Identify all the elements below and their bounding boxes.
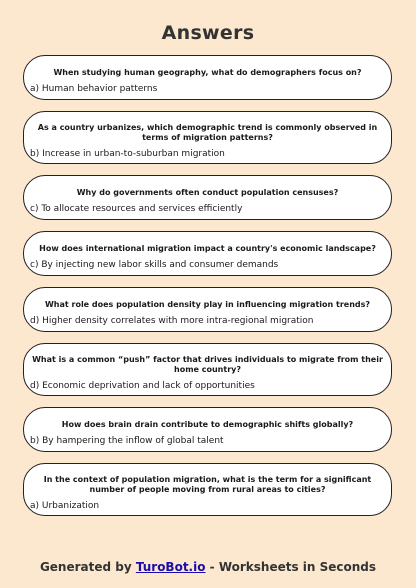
answer-text: a) Human behavior patterns [30,84,158,94]
answer-card [23,55,392,100]
answer-text: c) By injecting new labor skills and consumer demands [30,260,279,270]
turobot-link[interactable]: TuroBot.io [135,560,206,574]
question-text: Why do governments often conduct population censuses? [76,188,339,197]
answer-card [23,407,392,452]
question-text: In the context of population migration, what is the term for a significant number of people moving from rural areas to cities? [43,475,372,494]
answer-card [23,343,392,396]
question-text: What role does population density play in influencing migration trends? [44,300,371,309]
question-text: What is a common “push” factor that drives individuals to migrate from their home country? [32,355,383,374]
question-text: As a country urbanizes, which demographic trend is commonly observed in terms of migration patterns? [37,123,378,142]
footer-suffix: - Worksheets in Seconds [205,560,377,574]
answer-text: b) Increase in urban-to-suburban migration [30,149,225,159]
footer [0,560,416,574]
question-text: How does brain drain contribute to demographic shifts globally? [61,420,354,429]
question-text: When studying human geography, what do demographers focus on? [53,68,362,77]
question-text: How does international migration impact a country's economic landscape? [39,244,376,253]
answer-card [23,231,392,276]
page-title: Answers [161,22,255,44]
footer-prefix: Generated by [39,560,136,574]
answer-text: d) Economic deprivation and lack of opportunities [30,381,255,391]
answer-card [23,287,392,332]
answer-card [23,175,392,220]
answer-text: a) Urbanization [30,501,100,511]
answer-text: d) Higher density correlates with more intra-regional migration [30,316,314,326]
answer-text: c) To allocate resources and services efficiently [30,204,243,214]
answer-text: b) By hampering the inflow of global talent [30,436,224,446]
answer-list [23,55,392,527]
answer-card [23,463,392,516]
answer-card [23,111,392,164]
